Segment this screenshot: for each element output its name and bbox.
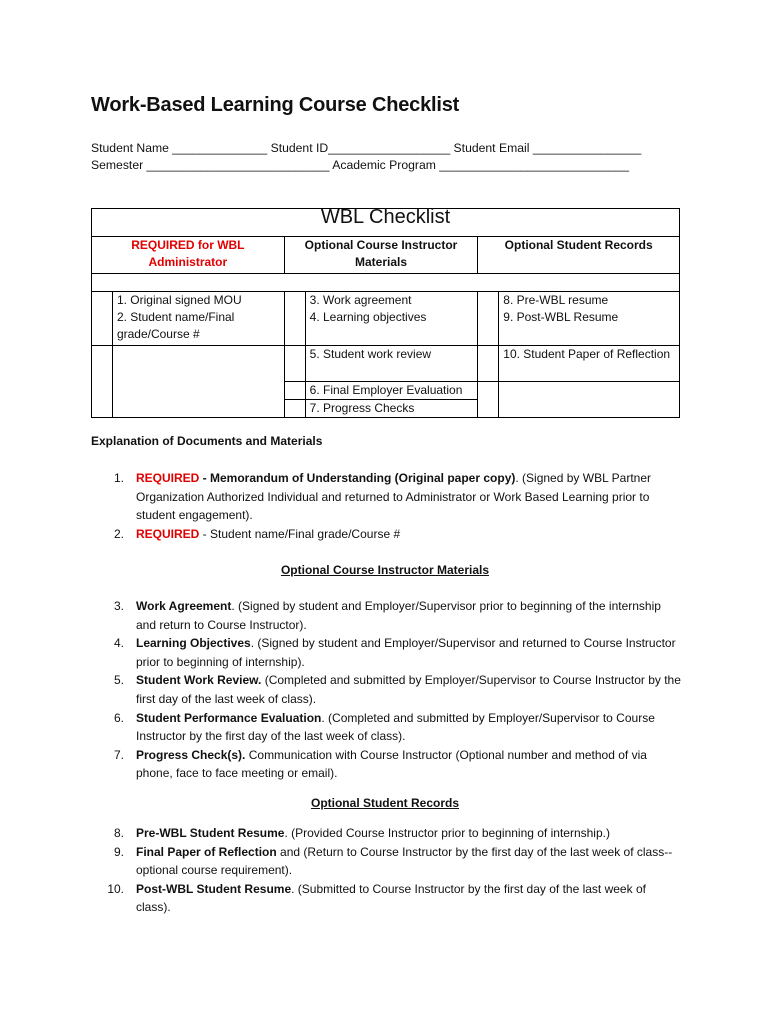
instructor-list — [91, 597, 681, 783]
instructor-materials-heading: Optional Course Instructor Materials — [280, 563, 490, 577]
item-title: Learning Objectives — [136, 636, 251, 651]
item-text: and (Return to Course Instructor by the first day of the last week of class--optional course requirement). — [136, 844, 673, 878]
item-text: . (Signed by WBL Partner Organization Authorized Individual and returned to Administrator or Work Based Learning prior to student engagement). — [136, 471, 651, 523]
item-number: 3. — [113, 599, 124, 613]
item-title: Pre-WBL Student Resume — [136, 826, 285, 840]
required-header: REQUIRED for WBL Administrator — [92, 237, 285, 274]
explanation-heading: Explanation of Documents and Materials — [91, 434, 323, 448]
item-number: 5. — [113, 673, 124, 688]
student-info-line: Student Name ______________ Student ID__________________ Student Email ________________ — [91, 141, 642, 155]
checkbox-cell[interactable] — [284, 382, 305, 400]
spacer-row — [92, 274, 680, 292]
item-text: (Completed and submitted by Employer/Supervisor to Course Instructor by the first day of the last week of class). — [136, 673, 681, 706]
item-title: Progress Check(s). — [136, 747, 246, 762]
list-item — [91, 824, 681, 843]
item-text: - Student name/Final grade/Course # — [199, 526, 401, 541]
checkbox-cell[interactable] — [92, 346, 113, 418]
item-title: Student Performance Evaluation — [136, 710, 322, 725]
checklist-item: 6. Final Employer Evaluation — [305, 382, 478, 400]
checkbox-cell[interactable] — [92, 292, 113, 346]
checkbox-cell[interactable] — [478, 292, 499, 346]
checklist-item: 10. Student Paper of Reflection — [499, 346, 680, 382]
student-records-heading: Optional Student Records — [310, 796, 459, 810]
instructor-header: Optional Course Instructor Materials — [284, 237, 478, 274]
item-text: . (Completed and submitted by Employer/Supervisor to Course Instructor by the first day of the last week of class). — [136, 710, 655, 744]
student-list — [91, 824, 681, 917]
item-title: - Memorandum of Understanding (Original paper copy) — [199, 471, 516, 485]
checkbox-cell[interactable] — [284, 400, 305, 418]
item-text: Communication with Course Instructor (Optional number and method of via phone, face to face meeting or email). — [136, 747, 647, 781]
list-item — [91, 746, 681, 783]
item-title: Post-WBL Student Resume — [136, 881, 292, 896]
page-title: Work-Based Learning Course Checklist — [91, 94, 460, 116]
item-number: 2. — [113, 526, 124, 541]
checklist-item: 5. Student work review — [305, 346, 478, 382]
student-header: Optional Student Records — [478, 237, 680, 274]
checklist-item: 9. Post-WBL Resume — [503, 310, 619, 324]
item-number: 7. — [113, 747, 124, 762]
list-item — [91, 597, 681, 634]
item-title: Work Agreement — [136, 599, 232, 613]
item-text: . (Provided Course Instructor prior to beginning of internship.) — [284, 826, 610, 840]
item-number: 4. — [113, 636, 124, 651]
empty-cell — [499, 382, 680, 418]
list-item — [91, 709, 681, 746]
student-items — [499, 292, 680, 346]
instructor-items — [305, 292, 478, 346]
list-item — [91, 843, 681, 880]
checklist-item: 1. Original signed MOU — [116, 293, 242, 307]
item-title: Student Work Review. — [136, 673, 262, 688]
item-title: Final Paper of Reflection — [136, 844, 277, 859]
required-tag: REQUIRED — [136, 526, 200, 541]
checklist-item: 3. Work agreement — [309, 293, 412, 307]
item-text: . (Signed by student and Employer/Supervisor prior to beginning of the internship and return to Course Instructor). — [136, 599, 661, 632]
required-items — [112, 292, 284, 346]
list-item — [91, 634, 681, 671]
checkbox-cell[interactable] — [284, 292, 305, 346]
checkbox-cell[interactable] — [478, 382, 499, 418]
item-text: . (Signed by student and Employer/Supervisor and returned to Course Instructor prior to beginning of internship). — [136, 636, 676, 669]
empty-cell — [112, 346, 284, 418]
checklist-item: 8. Pre-WBL resume — [503, 293, 609, 307]
checklist-item: 7. Progress Checks — [305, 400, 478, 418]
list-item — [91, 525, 681, 544]
item-number: 1. — [113, 471, 124, 485]
item-number: 8. — [113, 826, 124, 840]
wbl-checklist-table — [91, 208, 680, 418]
checkbox-cell[interactable] — [478, 346, 499, 382]
list-item — [91, 880, 681, 917]
program-info-line: Semester ___________________________ Academic Program ____________________________ — [91, 158, 630, 172]
checklist-item: 2. Student name/Final grade/Course # — [116, 310, 235, 341]
list-item — [91, 469, 681, 525]
list-item — [91, 671, 681, 708]
checklist-item: 4. Learning objectives — [309, 310, 427, 324]
item-number: 10. — [107, 881, 124, 896]
required-tag: REQUIRED — [136, 471, 200, 485]
item-text: . (Submitted to Course Instructor by the first day of the last week of class). — [136, 881, 646, 915]
item-number: 6. — [113, 710, 124, 725]
required-list — [91, 469, 681, 543]
item-number: 9. — [113, 844, 124, 859]
checkbox-cell[interactable] — [284, 346, 305, 382]
checklist-caption: WBL Checklist — [92, 209, 680, 237]
